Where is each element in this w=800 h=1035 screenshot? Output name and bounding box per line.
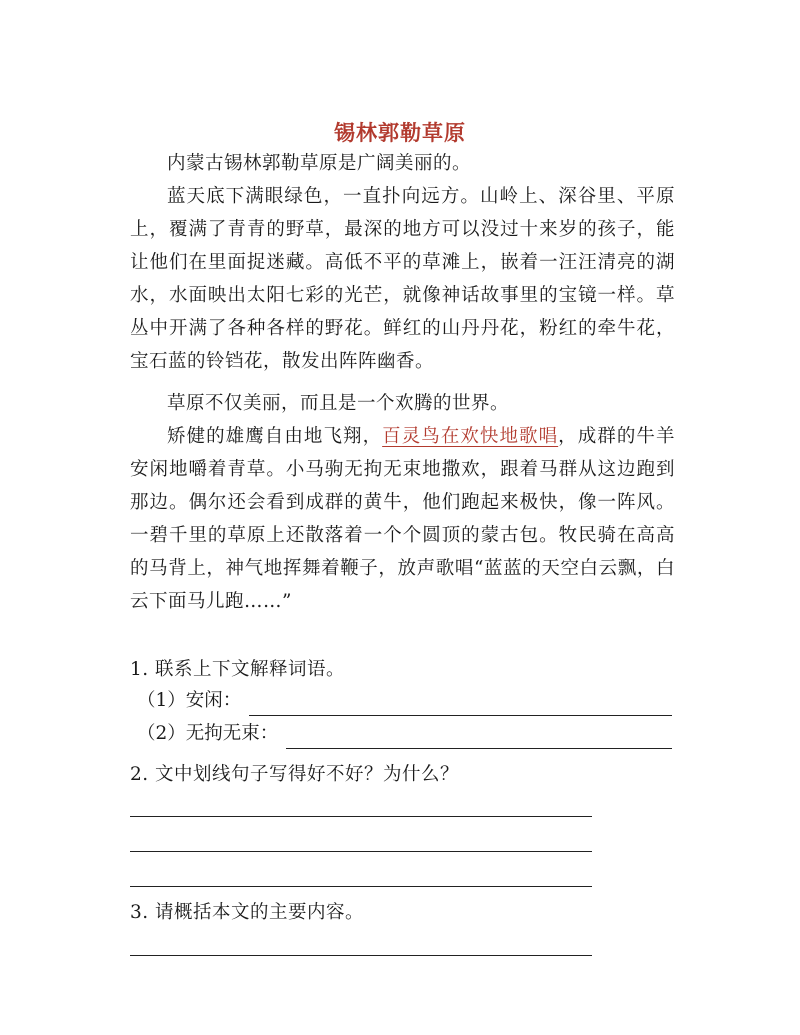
question-3: 3. 请概括本文的主要内容。 bbox=[130, 902, 365, 923]
q2-answer-line-2[interactable] bbox=[130, 851, 592, 852]
q3-answer-line-1[interactable] bbox=[130, 955, 592, 956]
paragraph-3: 草原不仅美丽，而且是一个欢腾的世界。 bbox=[167, 393, 510, 414]
paragraph-1: 内蒙古锡林郭勒草原是广阔美丽的。 bbox=[167, 153, 472, 174]
paragraph-2: 蓝天底下满眼绿色，一直扑向远方。山岭上、深谷里、平原上，覆满了青青的野草，最深的地方可以没过十来岁的孩子，能让他们在里面捉迷藏。高低不平的草滩上，嵌着一汪汪清亮的湖水，水面映出太阳七彩的光芒，就像神话故事里的宝镜一样。草丛中开满了各种各样的野花。鲜红的山丹丹花，粉红的牵牛花，宝石蓝的铃铛花，散发出阵阵幽香。 bbox=[130, 186, 675, 372]
question-2: 2. 文中划线句子写得好不好？为什么？ bbox=[130, 764, 460, 785]
paragraph-4 bbox=[130, 420, 675, 618]
underlined-sentence: 百灵鸟在欢快地歌唱 bbox=[382, 426, 559, 447]
paragraph-4-start: 矫健的雄鹰自由地飞翔， bbox=[167, 426, 383, 447]
q1-item-1-label: （1）安闲： bbox=[137, 690, 242, 711]
question-1: 1. 联系上下文解释词语。 bbox=[130, 659, 346, 680]
q1-item-2-answer-blank[interactable] bbox=[286, 728, 672, 749]
q1-item-2-row bbox=[137, 719, 672, 749]
q2-answer-line-3[interactable] bbox=[130, 886, 592, 887]
q1-item-1-row bbox=[137, 686, 672, 716]
paragraph-4-rest: ，成群的牛羊安闲地嚼着青草。小马驹无拘无束地撒欢，跟着马群从这边跑到那边。偶尔还会看到成群的黄牛，他们跑起来极快，像一阵风。一碧千里的草原上还散落着一个个圆顶的蒙古包。牧民骑在高高的马背上，神气地挥舞着鞭子，放声歌唱“蓝蓝的天空白云飘，白云下面马儿跑……” bbox=[130, 426, 675, 612]
q2-answer-line-1[interactable] bbox=[130, 816, 592, 817]
passage-title: 锡林郭勒草原 bbox=[334, 120, 466, 145]
q1-item-1-answer-blank[interactable] bbox=[249, 695, 672, 716]
q1-item-2-label: （2）无拘无束： bbox=[137, 723, 279, 744]
